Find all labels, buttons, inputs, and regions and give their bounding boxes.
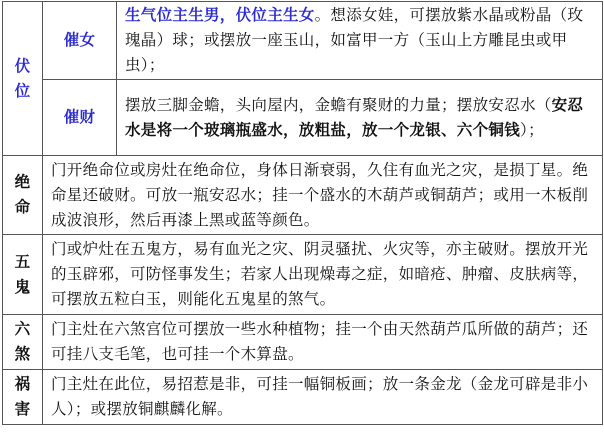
category-jueming: 绝命	[3, 156, 43, 235]
body-text: 摆放三脚金蟾，头向屋内，金蟾有聚财的力量；摆放安忍水（	[125, 95, 552, 114]
tail-text: ）；	[520, 120, 544, 139]
table-row-fuwei-cuinv	[3, 2, 603, 80]
category-liusha: 六煞	[3, 315, 43, 370]
category-huohai: 祸害	[3, 370, 43, 425]
description-jueming: 门开绝命位或房灶在绝命位，身体日渐衰弱，久住有血光之灾，是损丁星。绝命星还破财。可放一瓶安忍水；挂一个盛水的木葫芦或铜葫芦；或用一木板削成波浪形，然后再漆上黑或蓝等颜色。	[43, 156, 603, 235]
table-row-huohai	[3, 370, 603, 425]
highlight-text: 生气位主生男，伏位主生女	[125, 6, 315, 24]
table-row-wugui	[3, 235, 603, 315]
description-liusha: 门主灶在六煞宫位可摆放一些水种植物；挂一个由天然葫芦瓜所做的葫芦；还可挂八支毛笔，也可挂一个木算盘。	[43, 315, 603, 370]
subcategory-cuinv: 催女	[43, 2, 117, 80]
bold-text: 安忍水是将一个玻璃瓶盛水，放粗盐，放一个龙银、六个铜钱	[125, 95, 584, 139]
subcategory-cuicai: 催财	[43, 80, 117, 156]
category-fuwei: 伏位	[3, 2, 43, 156]
table-row-fuwei-cuicai	[3, 80, 603, 156]
description-wugui: 门或炉灶在五鬼方，易有血光之灾、阴灵骚扰、火灾等，亦主破财。摆放开光的玉辟邪，可防怪事发生；若家人出现燥毒之症，如暗疮、肿瘤、皮肤病等，可摆放五粒白玉，则能化五鬼星的煞气。	[43, 235, 603, 315]
description-cuicai	[117, 80, 603, 156]
description-cuinv	[117, 2, 603, 80]
table-row-jueming	[3, 156, 603, 235]
table-row-liusha	[3, 315, 603, 370]
description-huohai: 门主灶在此位，易招惹是非，可挂一幅铜板画；放一条金龙（金龙可辟是非小人）；或摆放铜麒麟化解。	[43, 370, 603, 425]
body-text: 。想添女娃，可摆放紫水晶或粉晶（玫瑰晶）球；或摆放一座玉山，如富甲一方（玉山上方雕昆虫或甲虫）；	[125, 6, 584, 74]
category-wugui: 五鬼	[3, 235, 43, 315]
fengshui-table	[2, 1, 603, 425]
